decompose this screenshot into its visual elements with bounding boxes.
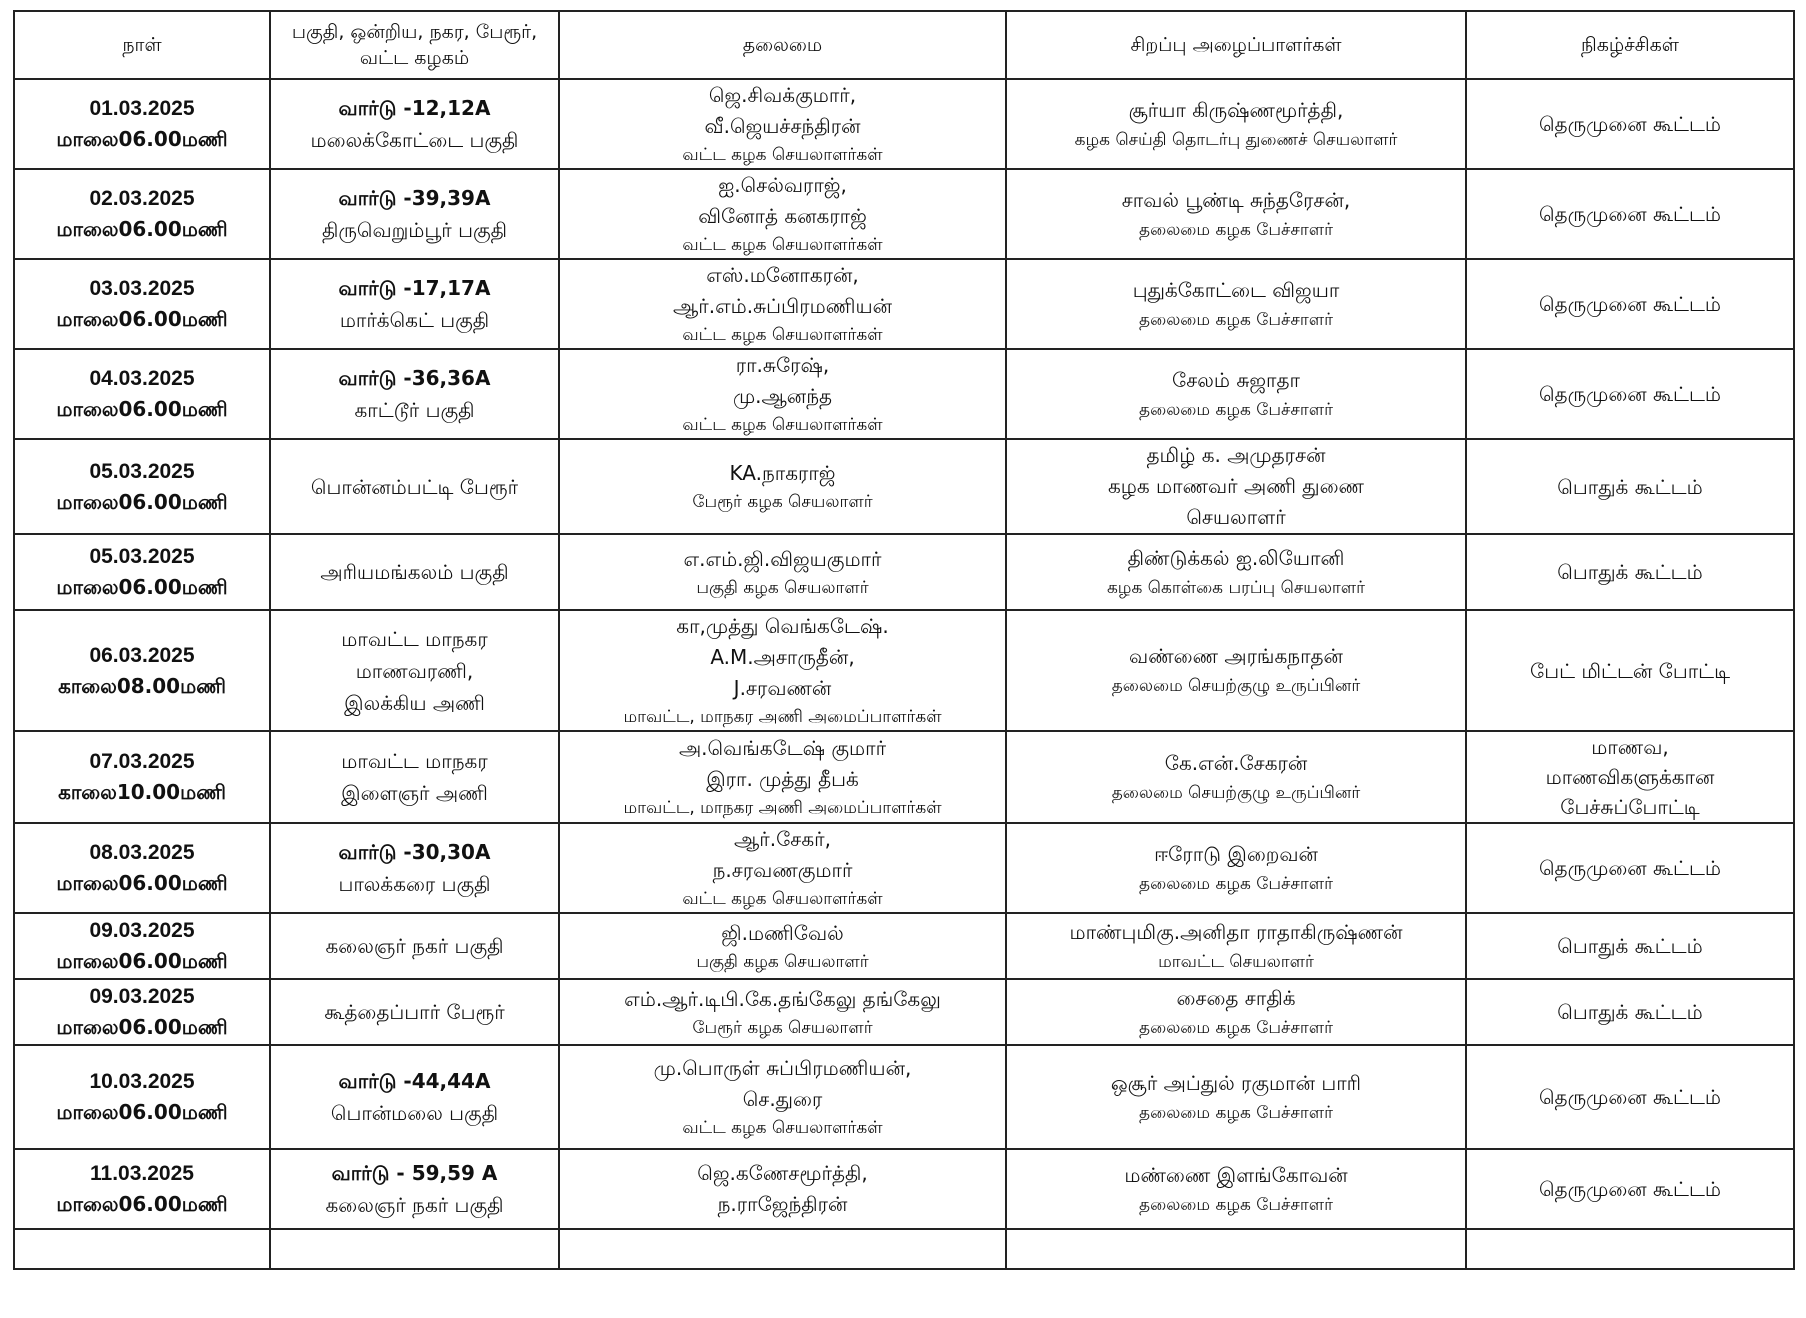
guests-cell [1006, 610, 1466, 731]
guests-cell [1006, 79, 1466, 169]
table-row [14, 610, 1794, 731]
header-leadership: தலைமை [559, 11, 1006, 79]
leader-name: ந.ராஜேந்திரன் [717, 1192, 848, 1216]
leader-role: வட்ட கழக செயலாளர்கள் [682, 1118, 883, 1138]
date-cell [14, 534, 270, 610]
event-cell [1466, 979, 1794, 1045]
guest-name: ஒசூர் அப்துல் ரகுமான் பாரி [1110, 1070, 1362, 1095]
event-line: பொதுக் கூட்டம் [1557, 934, 1703, 958]
time-value: மாலை06.00மணி [56, 489, 228, 514]
table-row-partial [14, 1229, 1794, 1269]
guest-name: தமிழ் க. அமுதரசன் [1146, 443, 1326, 467]
leader-name: வீ.ஜெயச்சந்திரன் [704, 114, 861, 138]
leadership-cell [559, 731, 1006, 823]
empty-cell [1006, 1229, 1466, 1269]
empty-cell [559, 1229, 1006, 1269]
event-line: தெருமுனை கூட்டம் [1538, 292, 1721, 316]
area-cell [270, 1045, 559, 1149]
guest-role: தலைமை கழக பேச்சாளர் [1139, 1102, 1333, 1123]
leader-role: வட்ட கழக செயலாளர்கள் [682, 145, 883, 165]
table-row [14, 349, 1794, 439]
time-value: மாலை06.00மணி [56, 397, 228, 421]
time-value: மாலை06.00மணி [56, 127, 228, 151]
schedule-body [14, 79, 1794, 1269]
time-value: காலை10.00மணி [58, 780, 226, 804]
date-cell [14, 913, 270, 979]
event-line: பொதுக் கூட்டம் [1557, 560, 1703, 584]
leader-name: ஆர்.எம்.சுப்பிரமணியன் [672, 294, 893, 318]
leader-role: வட்ட கழக செயலாளர்கள் [682, 415, 883, 435]
date-cell [14, 349, 270, 439]
leader-role: மாவட்ட, மாநகர அணி அமைப்பாளர்கள் [623, 707, 942, 727]
event-line: பொதுக் கூட்டம் [1557, 1000, 1703, 1024]
leader-role: வட்ட கழக செயலாளர்கள் [682, 325, 883, 345]
date-cell [14, 1045, 270, 1149]
date-value: 01.03.2025 [89, 97, 195, 120]
guests-cell [1006, 979, 1466, 1045]
area-cell [270, 610, 559, 731]
area-cell [270, 169, 559, 259]
guest-role: மாவட்ட செயலாளர் [1158, 951, 1314, 972]
leadership-cell [559, 439, 1006, 534]
time-value: மாலை06.00மணி [56, 949, 228, 973]
event-cell [1466, 913, 1794, 979]
guests-cell [1006, 823, 1466, 913]
date-cell [14, 169, 270, 259]
event-line: தெருமுனை கூட்டம் [1538, 1085, 1721, 1109]
leader-name: மு.பொருள் சுப்பிரமணியன், [653, 1056, 912, 1080]
guest-name: புதுக்கோட்டை விஜயா [1132, 277, 1340, 302]
date-cell [14, 79, 270, 169]
guest-role: தலைமை கழக பேச்சாளர் [1139, 873, 1333, 894]
header-guests: சிறப்பு அழைப்பாளர்கள் [1006, 11, 1466, 79]
date-cell [14, 610, 270, 731]
leader-name: எ.எம்.ஜி.விஜயகுமார் [683, 546, 882, 571]
event-cell [1466, 169, 1794, 259]
leader-role: பகுதி கழக செயலாளர் [696, 577, 869, 598]
leader-name: எம்.ஆர்.டிபி.கே.தங்கேலு தங்கேலு [624, 986, 941, 1011]
area-cell [270, 913, 559, 979]
date-cell [14, 731, 270, 823]
leader-role: பேரூர் கழக செயலாளர் [692, 492, 873, 512]
date-value: 05.03.2025 [89, 459, 195, 483]
leader-name: ஆர்.சேகர், [734, 827, 831, 851]
leader-name: ஐ.செல்வராஜ், [718, 173, 847, 197]
header-date: நாள் [14, 11, 270, 79]
leader-name: ஜெ.சிவக்குமார், [708, 83, 857, 107]
header-events: நிகழ்ச்சிகள் [1466, 11, 1794, 79]
guest-name: வண்ணை அரங்கநாதன் [1129, 644, 1343, 668]
guest-name: கே.என்.சேகரன் [1164, 750, 1308, 775]
table-row [14, 1045, 1794, 1149]
guests-cell [1006, 731, 1466, 823]
empty-cell [1466, 1229, 1794, 1269]
table-row [14, 79, 1794, 169]
area-line: இளைஞர் அணி [341, 781, 488, 805]
guests-cell [1006, 439, 1466, 534]
guest-role: கழக கொள்கை பரப்பு செயலாளர் [1106, 577, 1366, 598]
guest-name: சேலம் சுஜாதா [1172, 367, 1300, 392]
leader-role: பகுதி கழக செயலாளர் [696, 951, 869, 972]
area-line: கலைஞர் நகர் பகுதி [325, 934, 504, 958]
event-line: மாணவிகளுக்கான [1545, 765, 1715, 789]
date-value: 10.03.2025 [89, 1070, 195, 1093]
area-line: மலைக்கோட்டை பகுதி [310, 128, 519, 152]
table-row [14, 169, 1794, 259]
date-value: 02.03.2025 [89, 187, 195, 210]
leadership-cell [559, 1045, 1006, 1149]
time-value: மாலை06.00மணி [56, 1192, 228, 1216]
area-cell [270, 1149, 559, 1229]
area-line: மாவட்ட மாநகர [341, 626, 488, 651]
schedule-table [13, 10, 1795, 1270]
guest-role: தலைமை கழக பேச்சாளர் [1139, 1017, 1333, 1038]
leader-role: வட்ட கழக செயலாளர்கள் [682, 235, 883, 255]
date-cell [14, 1149, 270, 1229]
guest-role: தலைமை கழக பேச்சாளர் [1139, 399, 1333, 420]
leadership-cell [559, 79, 1006, 169]
date-value: 09.03.2025 [89, 919, 195, 942]
guest-name: மண்ணை இளங்கோவன் [1124, 1162, 1348, 1187]
leader-name: J.சரவணன் [733, 676, 832, 700]
guests-cell [1006, 349, 1466, 439]
area-line: கூத்தைப்பார் பேரூர் [324, 1000, 505, 1024]
date-value: 03.03.2025 [89, 277, 195, 300]
event-line: தெருமுனை கூட்டம் [1538, 856, 1721, 880]
leader-name: A.M.அசாருதீன், [710, 645, 855, 669]
leader-name: வினோத் கனகராஜ் [698, 204, 867, 228]
area-line: பொன்மலை பகுதி [330, 1101, 499, 1125]
date-cell [14, 259, 270, 349]
area-line: வார்டு -12,12A [338, 96, 491, 120]
area-line: மாணவரணி, [355, 658, 474, 683]
event-line: தெருமுனை கூட்டம் [1538, 202, 1721, 226]
event-cell [1466, 439, 1794, 534]
table-row [14, 1149, 1794, 1229]
header-area: பகுதி, ஒன்றிய, நகர, பேரூர், வட்ட கழகம் [270, 11, 559, 79]
empty-cell [14, 1229, 270, 1269]
area-line: திருவெறும்பூர் பகுதி [321, 218, 508, 242]
date-value: 09.03.2025 [89, 985, 195, 1008]
empty-cell [270, 1229, 559, 1269]
guest-role: கழக செய்தி தொடர்பு துணைச் செயலாளர் [1074, 129, 1398, 150]
event-line: பொதுக் கூட்டம் [1557, 474, 1703, 499]
area-line: வார்டு -39,39A [338, 186, 491, 210]
leadership-cell [559, 1149, 1006, 1229]
header-row [14, 11, 1794, 79]
guest-name: கழக மாணவர் அணி துணை [1107, 474, 1365, 498]
area-line: இலக்கிய அணி [344, 690, 485, 715]
leader-name: KA.நாகராஜ் [729, 461, 836, 485]
event-cell [1466, 1045, 1794, 1149]
date-cell [14, 979, 270, 1045]
time-value: மாலை06.00மணி [56, 871, 228, 895]
area-line: வார்டு -44,44A [338, 1069, 491, 1093]
guests-cell [1006, 259, 1466, 349]
event-line: மாணவ, [1591, 735, 1669, 759]
area-cell [270, 439, 559, 534]
date-value: 07.03.2025 [89, 750, 195, 773]
guest-name: சூர்யா கிருஷ்ணமூர்த்தி, [1128, 97, 1344, 122]
area-line: காட்டூர் பகுதி [354, 398, 475, 422]
table-row [14, 439, 1794, 534]
table-row [14, 731, 1794, 823]
area-line: மார்க்கெட் பகுதி [339, 308, 490, 332]
area-line: வார்டு - 59,59 A [331, 1161, 498, 1185]
event-line: தெருமுனை கூட்டம் [1538, 1177, 1721, 1201]
table-row [14, 259, 1794, 349]
leader-name: ஜி.மணிவேல் [721, 920, 844, 945]
guest-name: திண்டுக்கல் ஐ.லியோனி [1127, 545, 1345, 570]
leader-name: எஸ்.மனோகரன், [706, 263, 859, 287]
event-line: தெருமுனை கூட்டம் [1538, 382, 1721, 406]
guest-role: தலைமை செயற்குழு உருப்பினர் [1111, 676, 1361, 696]
leader-name: ரா.சுரேஷ், [735, 353, 830, 377]
area-cell [270, 349, 559, 439]
area-cell [270, 823, 559, 913]
area-line: பொன்னம்பட்டி பேரூர் [310, 474, 519, 499]
leadership-cell [559, 259, 1006, 349]
leader-role: பேரூர் கழக செயலாளர் [692, 1017, 873, 1038]
leader-name: ந.சரவணகுமார் [712, 858, 853, 882]
guest-role: தலைமை கழக பேச்சாளர் [1139, 1194, 1333, 1215]
area-cell [270, 731, 559, 823]
date-cell [14, 439, 270, 534]
guest-role: தலைமை கழக பேச்சாளர் [1139, 309, 1333, 330]
area-line: அரியமங்கலம் பகுதி [320, 560, 509, 584]
guest-name: சைதை சாதிக் [1176, 985, 1296, 1010]
leader-name: மு.ஆனந்த [732, 384, 833, 408]
guests-cell [1006, 1045, 1466, 1149]
leader-name: அ.வெங்கடேஷ் குமார் [678, 736, 887, 760]
area-line: வார்டு -30,30A [338, 840, 491, 864]
guest-name: ஈரோடு இறைவன் [1154, 841, 1318, 866]
area-line: மாவட்ட மாநகர [341, 749, 488, 773]
table-row [14, 913, 1794, 979]
leader-name: இரா. முத்து தீபக் [706, 767, 859, 791]
guests-cell [1006, 913, 1466, 979]
guest-name: மாண்புமிகு.அனிதா ராதாகிருஷ்ணன் [1069, 919, 1403, 944]
time-value: மாலை06.00மணி [56, 217, 228, 241]
table-row [14, 534, 1794, 610]
leadership-cell [559, 823, 1006, 913]
area-line: கலைஞர் நகர் பகுதி [325, 1193, 504, 1217]
area-cell [270, 259, 559, 349]
event-cell [1466, 610, 1794, 731]
date-value: 05.03.2025 [89, 545, 195, 568]
leadership-cell [559, 349, 1006, 439]
guest-name: செயலாளர் [1186, 505, 1286, 529]
date-cell [14, 823, 270, 913]
area-cell [270, 79, 559, 169]
guests-cell [1006, 534, 1466, 610]
event-cell [1466, 731, 1794, 823]
event-line: தெருமுனை கூட்டம் [1538, 112, 1721, 136]
leadership-cell [559, 534, 1006, 610]
guest-role: தலைமை கழக பேச்சாளர் [1139, 219, 1333, 240]
table-row [14, 823, 1794, 913]
event-cell [1466, 1149, 1794, 1229]
leader-role: வட்ட கழக செயலாளர்கள் [682, 889, 883, 909]
leadership-cell [559, 610, 1006, 731]
event-cell [1466, 349, 1794, 439]
leadership-cell [559, 169, 1006, 259]
time-value: மாலை06.00மணி [56, 1100, 228, 1124]
leader-name: கா,முத்து வெங்கடேஷ். [676, 614, 889, 638]
guests-cell [1006, 169, 1466, 259]
time-value: காலை08.00மணி [58, 673, 226, 698]
event-cell [1466, 534, 1794, 610]
event-line: பேச்சுப்போட்டி [1560, 795, 1700, 819]
guests-cell [1006, 1149, 1466, 1229]
leader-role: மாவட்ட, மாநகர அணி அமைப்பாளர்கள் [623, 798, 942, 818]
area-cell [270, 534, 559, 610]
leadership-cell [559, 979, 1006, 1045]
area-line: பாலக்கரை பகுதி [338, 872, 491, 896]
leader-name: ஜெ.கணேசமூர்த்தி, [697, 1161, 868, 1185]
event-cell [1466, 259, 1794, 349]
date-value: 06.03.2025 [89, 643, 195, 667]
date-value: 08.03.2025 [89, 841, 195, 864]
time-value: மாலை06.00மணி [56, 307, 228, 331]
time-value: மாலை06.00மணி [56, 1015, 228, 1039]
date-value: 11.03.2025 [90, 1162, 194, 1185]
area-line: வார்டு -36,36A [338, 366, 491, 390]
date-value: 04.03.2025 [89, 367, 195, 390]
area-line: வார்டு -17,17A [338, 276, 491, 300]
leader-name: செ.துரை [742, 1087, 823, 1111]
guest-role: தலைமை செயற்குழு உருப்பினர் [1111, 782, 1361, 803]
event-cell [1466, 823, 1794, 913]
event-line: பேட் மிட்டன் போட்டி [1530, 658, 1730, 683]
leadership-cell [559, 913, 1006, 979]
area-cell [270, 979, 559, 1045]
event-cell [1466, 79, 1794, 169]
guest-name: சாவல் பூண்டி சுந்தரேசன், [1121, 187, 1351, 212]
table-row [14, 979, 1794, 1045]
time-value: மாலை06.00மணி [56, 575, 228, 599]
